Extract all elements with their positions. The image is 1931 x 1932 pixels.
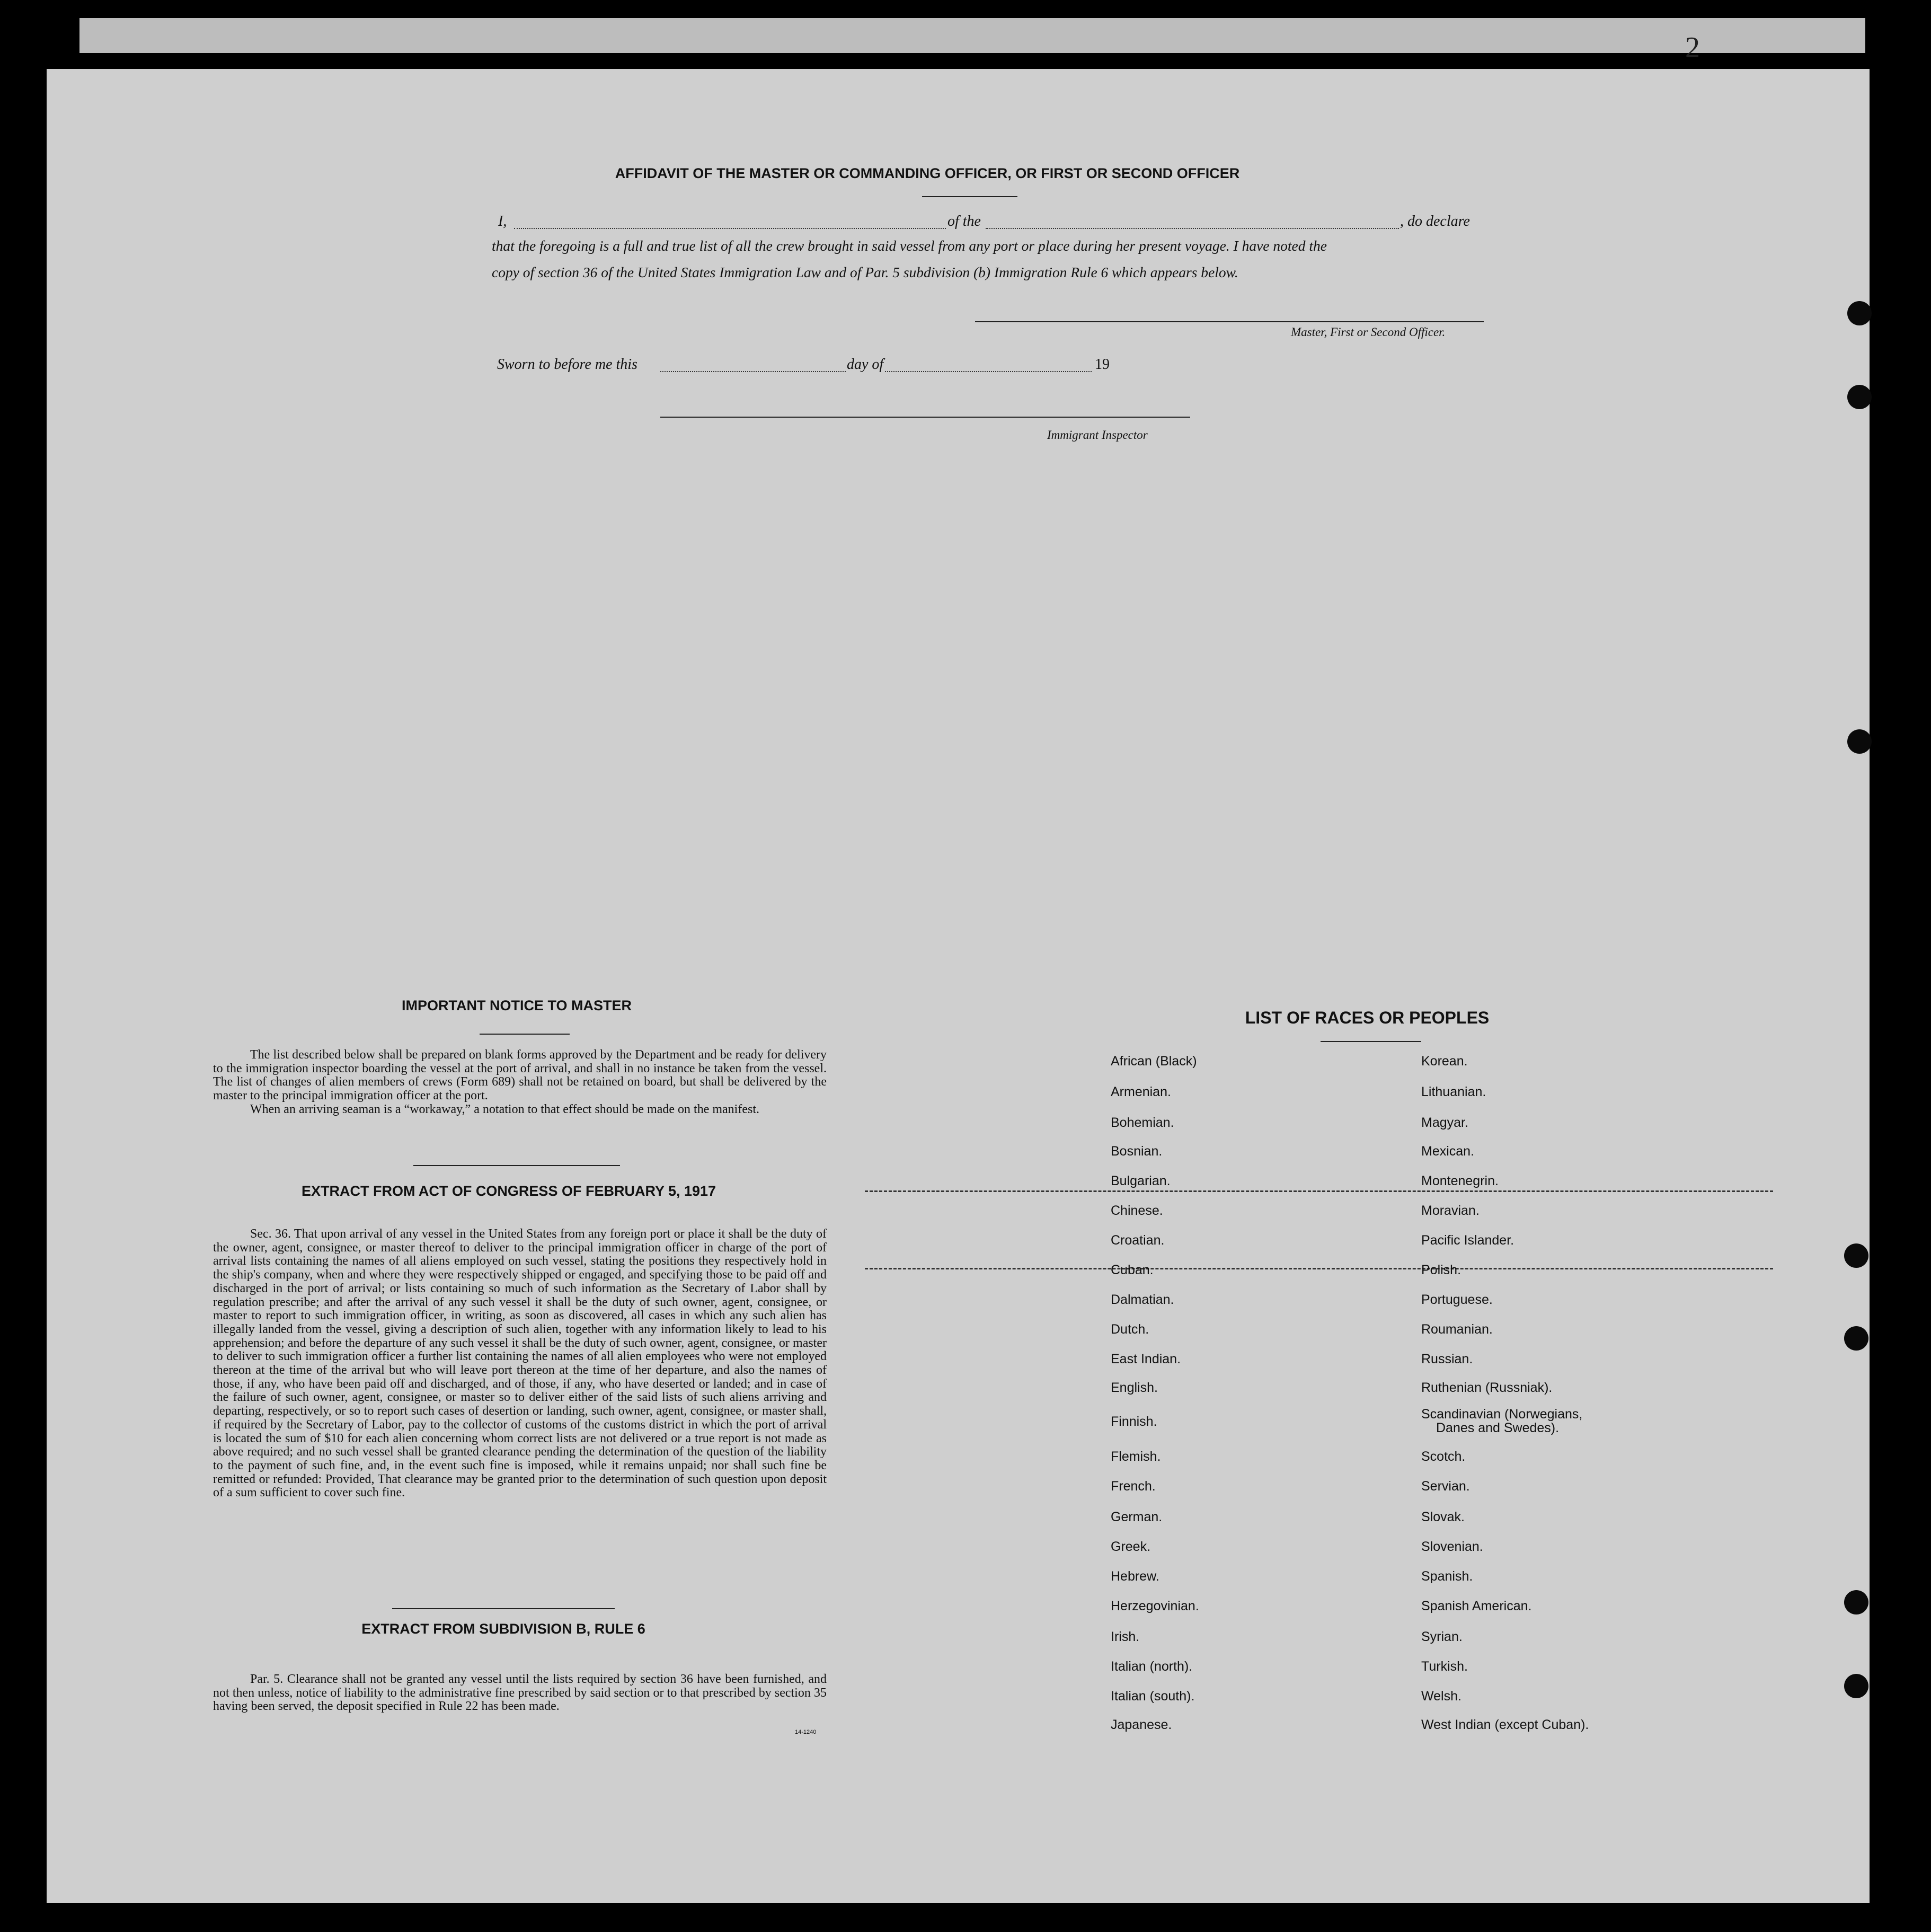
rule-paragraph: Par. 5. Clearance shall not be granted any vessel until the lists required by section 36 have been furnished, and not then unless, notice of liability to the administrative fine prescribed by said section or to that prescribed by section 35 having been served, the deposit specified in Rule 22 has been made.: [213, 1672, 827, 1714]
race-item: Turkish.: [1421, 1659, 1468, 1674]
title-rule: [922, 196, 1017, 197]
master-caption: Master, First or Second Officer.: [1291, 325, 1446, 339]
race-item: Irish.: [1111, 1629, 1140, 1644]
section-rule: [392, 1608, 615, 1609]
race-item: Polish.: [1421, 1263, 1461, 1277]
dashed-mark: [865, 1190, 1773, 1192]
master-signature-line[interactable]: [975, 321, 1484, 322]
race-item: African (Black): [1111, 1054, 1197, 1069]
section-rule: [413, 1165, 620, 1166]
inspector-caption: Immigrant Inspector: [1047, 428, 1148, 442]
sworn-day-fill[interactable]: [660, 371, 846, 372]
race-item: Spanish.: [1421, 1569, 1473, 1584]
race-item: Syrian.: [1421, 1629, 1463, 1644]
race-item: Croatian.: [1111, 1233, 1165, 1248]
race-item: Montenegrin.: [1421, 1174, 1499, 1188]
race-item: Hebrew.: [1111, 1569, 1159, 1584]
race-item: Lithuanian.: [1421, 1084, 1486, 1099]
races-rule: [1321, 1041, 1421, 1042]
race-item: Pacific Islander.: [1421, 1233, 1514, 1248]
race-item: Roumanian.: [1421, 1322, 1493, 1337]
race-item: Servian.: [1421, 1479, 1470, 1494]
races-title: LIST OF RACES OR PEOPLES: [1245, 1008, 1490, 1027]
race-item: Cuban.: [1111, 1263, 1154, 1277]
act-text: [213, 1228, 827, 1500]
notice-title: IMPORTANT NOTICE TO MASTER: [402, 998, 632, 1013]
vessel-fill-line[interactable]: [986, 228, 1399, 229]
of-the-label: of the: [947, 213, 981, 230]
race-item: Moravian.: [1421, 1203, 1480, 1218]
race-item: Spanish American.: [1421, 1599, 1532, 1613]
race-item: Armenian.: [1111, 1084, 1171, 1099]
notice-text: [213, 1048, 827, 1117]
race-item: Italian (south).: [1111, 1689, 1195, 1704]
affidavit-line-1: [498, 213, 507, 230]
race-item: Japanese.: [1111, 1717, 1172, 1732]
race-item: Bulgarian.: [1111, 1174, 1171, 1188]
race-item: English.: [1111, 1380, 1158, 1395]
race-item: Magyar.: [1421, 1115, 1468, 1130]
race-item: Finnish.: [1111, 1414, 1157, 1429]
i-label: I,: [498, 213, 507, 230]
affidavit-line-2: that the foregoing is a full and true list of all the crew brought in said vessel from any port or place during her present voyage. I have noted the: [492, 237, 1327, 254]
race-item: Herzegovinian.: [1111, 1599, 1199, 1613]
race-item: Bosnian.: [1111, 1144, 1163, 1159]
race-item: Slovak.: [1421, 1510, 1465, 1524]
race-item: Chinese.: [1111, 1203, 1163, 1218]
race-item: Slovenian.: [1421, 1539, 1483, 1554]
race-item: Italian (north).: [1111, 1659, 1193, 1674]
race-item: Dutch.: [1111, 1322, 1149, 1337]
race-item: Russian.: [1421, 1352, 1473, 1366]
notice-paragraph-2: When an arriving seaman is a “workaway,” a notation to that effect should be made on the manifest.: [250, 1102, 759, 1116]
race-item: Danes and Swedes).: [1436, 1421, 1560, 1435]
form-number: 14-1240: [795, 1729, 817, 1735]
race-item: Mexican.: [1421, 1144, 1475, 1159]
punch-hole: [1844, 1326, 1868, 1351]
race-item: Korean.: [1421, 1054, 1468, 1069]
name-fill-line[interactable]: [514, 228, 946, 229]
race-item: Greek.: [1111, 1539, 1151, 1554]
affidavit-line-3: copy of section 36 of the United States Immigration Law and of Par. 5 subdivision (b) Immigration Rule 6 which appears below.: [492, 264, 1238, 280]
affidavit-title: AFFIDAVIT OF THE MASTER OR COMMANDING OFFICER, OR FIRST OR SECOND OFFICER: [615, 165, 1240, 181]
do-declare-label: , do declare: [1400, 213, 1470, 230]
race-item: East Indian.: [1111, 1352, 1181, 1366]
page-top-edge: [79, 18, 1865, 53]
year-label: 19: [1095, 356, 1110, 373]
punch-hole: [1847, 729, 1872, 754]
act-paragraph: Sec. 36. That upon arrival of any vessel in the United States from any foreign port or place it shall be the duty of the owner, agent, consignee, or master thereof to deliver to the principal immigration officer in charge of the port of arrival lists containing the names of all aliens employed on such vessel, stating the positions they respectively hold in the ship's company, when and where they were respectively shipped or engaged, and specifying those to be paid off and discharged in the port of arrival; or lists containing so much of such information as the Secretary of Labor shall by regulation prescribe; and after the arrival of any such vessel it shall be the duty of such owner, agent, consignee, or master to report to such immigration officer, in writing, as soon as discovered, all cases in which any such alien has illegally landed from the vessel, giving a description of such alien, together with any information likely to lead to his apprehension; and before the departure of any such vessel it shall be the duty of such owner, agent, consignee, or master to deliver to such immigration officer a further list containing the names of all alien employees who were not employed thereon at the time of the arrival but who will leave port thereon at the time of her departure, and also the names of those, if any, who have been paid off and discharged, and of those, if any, who have deserted or landed; and in case of the failure of such owner, agent, consignee, or master so to deliver either of the said lists of such aliens arriving and departing, respectively, or so to report such cases of desertion or landing, such owner, agent, consignee, or master shall, if required by the Secretary of Labor, pay to the collector of customs of the customs district in which the port of arrival is located the sum of $10 for each alien concerning whom correct lists are not delivered or a true report is not made as above required; and no such vessel shall be granted clearance pending the determination of the question of the liability to the payment of such fine, and, in the event such fine is imposed, while it remains unpaid; nor shall such fine be remitted or refunded: Provided, That clearance may be granted prior to the determination of such question upon deposit of a sum sufficient to cover such fine.: [213, 1227, 827, 1500]
page-number: 2: [1685, 31, 1700, 64]
race-item: Bohemian.: [1111, 1115, 1174, 1130]
race-item: German.: [1111, 1510, 1163, 1524]
punch-hole: [1847, 385, 1872, 409]
race-item: Portuguese.: [1421, 1292, 1493, 1307]
sworn-month-fill[interactable]: [885, 371, 1092, 372]
rule-title: EXTRACT FROM SUBDIVISION B, RULE 6: [361, 1621, 645, 1637]
punch-hole: [1844, 1590, 1868, 1615]
notice-rule: [480, 1034, 570, 1035]
punch-hole: [1844, 1243, 1868, 1268]
day-of-label: day of: [847, 356, 884, 373]
race-item: Flemish.: [1111, 1449, 1161, 1464]
punch-hole: [1844, 1674, 1868, 1698]
inspector-signature-line[interactable]: [660, 417, 1190, 418]
race-item: Scotch.: [1421, 1449, 1466, 1464]
race-item: Scandinavian (Norwegians,: [1421, 1407, 1583, 1422]
notice-paragraph-1: The list described below shall be prepared on blank forms approved by the Department and be ready for delivery to the immigration inspector boarding the vessel at the port of arrival, and shall in no instance be taken from the vessel. The list of changes of alien members of crews (Form 689) shall not be retained on board, but shall be delivered by the master to the principal immigration officer at the port.: [213, 1048, 827, 1103]
race-item: Ruthenian (Russniak).: [1421, 1380, 1553, 1395]
rule-text: [213, 1673, 827, 1714]
act-title: EXTRACT FROM ACT OF CONGRESS OF FEBRUARY 5, 1917: [301, 1183, 716, 1199]
race-item: Dalmatian.: [1111, 1292, 1174, 1307]
sworn-label: Sworn to before me this: [497, 356, 637, 373]
race-item: Welsh.: [1421, 1689, 1461, 1704]
punch-hole: [1847, 301, 1872, 325]
race-item: French.: [1111, 1479, 1156, 1494]
race-item: West Indian (except Cuban).: [1421, 1717, 1589, 1732]
dashed-mark: [865, 1268, 1773, 1269]
